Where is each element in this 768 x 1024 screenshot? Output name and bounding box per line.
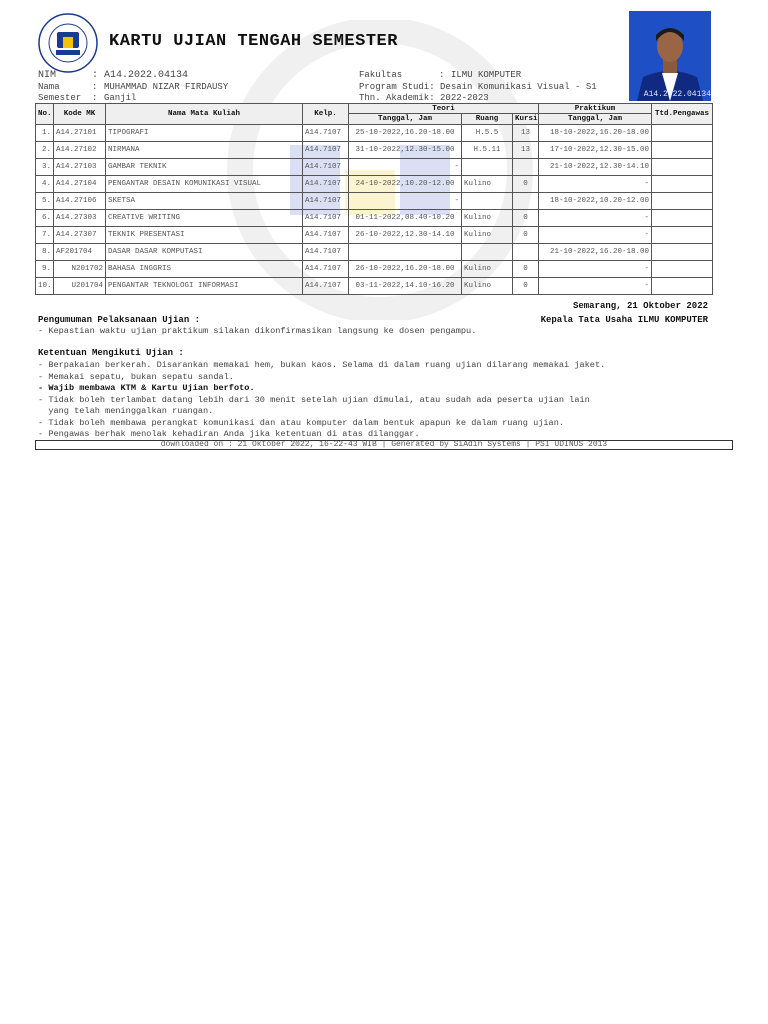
cell-nama: PENGANTAR DESAIN KOMUNIKASI VISUAL [106,176,303,193]
table-row [36,176,713,193]
announcement-line: - Kepastian waktu ujian praktikum silakan dikonfirmasikan langsung ke dosen pengampu. [38,326,477,336]
cell-ruang: Kulino [462,278,513,295]
table-row [36,193,713,210]
rules-title: Ketentuan Mengikuti Ujian : [38,348,184,358]
cell-kelp: A14.7107 [303,193,349,210]
cell-nama: NIRMANA [106,142,303,159]
cell-kelp: A14.7107 [303,261,349,278]
nama-sep: : [92,82,98,92]
prodi-row [359,82,597,92]
rule-item-continuation: yang telah meninggalkan ruangan. [38,406,214,416]
cell-kelp: A14.7107 [303,176,349,193]
col-teori: Teori [349,104,539,114]
cell-no: 3. [36,159,54,176]
rule-item: - Tidak boleh terlambat datang lebih dari 30 menit setelah ujian dimulai, atau sudah ada peserta ujian lain [38,394,590,405]
cell-teori-tanggal [349,244,462,261]
cell-ttd [652,261,713,278]
cell-kursi [513,193,539,210]
cell-ruang: Kulino [462,227,513,244]
table-row [36,227,713,244]
cell-no: 7. [36,227,54,244]
nama-label: Nama [38,82,60,92]
col-teori-tanggal: Tanggal, Jam [349,114,462,125]
cell-nama: PENGANTAR TEKNOLOGI INFORMASI [106,278,303,295]
table-row [36,125,713,142]
cell-kode: A14.27101 [54,125,106,142]
col-kursi: Kursi [513,114,539,125]
cell-teori-tanggal: 26-10-2022,16.20-18.00 [349,261,462,278]
cell-praktikum: - [539,210,652,227]
cell-teori-tanggal: 03-11-2022,14.10-16.20 [349,278,462,295]
cell-kursi: 13 [513,125,539,142]
fakultas-label: Fakultas [359,70,403,80]
akademik-row [359,93,489,103]
cell-nama: SKETSA [106,193,303,210]
table-row [36,261,713,278]
cell-ruang: Kulino [462,176,513,193]
cell-praktikum: 17-10-2022,12.30-15.00 [539,142,652,159]
fakultas-value: ILMU KOMPUTER [451,70,522,80]
cell-nama: CREATIVE WRITING [106,210,303,227]
cell-ruang: Kulino [462,261,513,278]
cell-ttd [652,125,713,142]
cell-praktikum: 21-10-2022,12.30-14.10 [539,159,652,176]
cell-kode: N201702 [54,261,106,278]
col-nama: Nama Mata Kuliah [106,104,303,125]
table-row [36,142,713,159]
cell-teori-tanggal: - [349,193,462,210]
nim-sep: : [92,70,99,81]
cell-kursi: 0 [513,210,539,227]
prodi-value: Desain Komunikasi Visual - S1 [440,82,597,92]
cell-ttd [652,278,713,295]
cell-kursi: 0 [513,278,539,295]
cell-no: 2. [36,142,54,159]
akademik-label: Thn. Akademik [359,93,430,103]
cell-nama: DASAR DASAR KOMPUTASI [106,244,303,261]
cell-nama: TEKNIK PRESENTASI [106,227,303,244]
rule-item: - Tidak boleh membawa perangkat komunikasi dan atau komputer dalam bentuk apapun ke dalam ruang ujian. [38,417,565,428]
col-kelp: Kelp. [303,104,349,125]
fakultas-sep: : [439,70,445,80]
cell-no: 10. [36,278,54,295]
cell-kelp: A14.7107 [303,227,349,244]
col-kode: Kode MK [54,104,106,125]
akademik-value: 2022-2023 [440,93,489,103]
cell-teori-tanggal: 25-10-2022,16.20-18.00 [349,125,462,142]
rule-item: - Berpakaian berkerah. Disarankan memakai hem, bukan kaos. Selama di dalam ruang ujian dilarang memakai jaket. [38,360,606,370]
cell-ruang [462,244,513,261]
cell-kelp: A14.7107 [303,244,349,261]
announcement-title: Pengumuman Pelaksanaan Ujian : [38,315,201,325]
cell-ttd [652,227,713,244]
cell-kelp: A14.7107 [303,125,349,142]
place-date: Semarang, 21 Oktober 2022 [572,301,708,311]
cell-ruang: H.5.11 [462,142,513,159]
cell-ttd [652,210,713,227]
prodi-sep: : [429,82,435,92]
col-ruang: Ruang [462,114,513,125]
cell-kursi: 0 [513,227,539,244]
cell-ttd [652,193,713,210]
udinus-logo [38,13,98,73]
cell-ruang: H.5.5 [462,125,513,142]
col-praktikum: Praktikum [539,104,652,114]
fakultas-row [359,70,521,80]
cell-ruang: Kulino [462,210,513,227]
cell-teori-tanggal: 01-11-2022,08.40-10.20 [349,210,462,227]
cell-kode: A14.27104 [54,176,106,193]
photo-caption: A14.2022.04134 [643,90,711,99]
semester-label: Semester [38,93,82,103]
cell-kode: AF201704 [54,244,106,261]
download-footer: downloaded on : 21 Oktober 2022, 16-22-43 WIB | Generated by SiAdin Systems | PSI UDINUS 2013 [35,440,733,450]
cell-praktikum: - [539,261,652,278]
cell-nama: TIPOGRAFI [106,125,303,142]
cell-kode: U201704 [54,278,106,295]
student-photo [629,11,711,101]
cell-kode: A14.27103 [54,159,106,176]
semester-row [38,93,136,103]
cell-teori-tanggal: 26-10-2022,12.30-14.10 [349,227,462,244]
cell-no: 5. [36,193,54,210]
portrait-image [629,11,711,101]
page-title: KARTU UJIAN TENGAH SEMESTER [109,32,398,51]
cell-kode: A14.27307 [54,227,106,244]
cell-kursi [513,159,539,176]
cell-nama: GAMBAR TEKNIK [106,159,303,176]
nama-value: MUHAMMAD NIZAR FIRDAUSY [104,82,229,92]
prodi-label: Program Studi [359,82,430,92]
cell-no: 4. [36,176,54,193]
nama-row [38,82,228,92]
cell-praktikum: - [539,278,652,295]
cell-kelp: A14.7107 [303,159,349,176]
cell-kursi: 0 [513,176,539,193]
nim-label: NIM [38,70,57,81]
cell-ttd [652,142,713,159]
table-row [36,244,713,261]
cell-nama: BAHASA INGGRIS [106,261,303,278]
table-row [36,278,713,295]
cell-teori-tanggal: 31-10-2022,12.30-15.00 [349,142,462,159]
cell-kelp: A14.7107 [303,210,349,227]
col-ttd: Ttd.Pengawas [652,104,713,125]
cell-kode: A14.27303 [54,210,106,227]
rule-item-bold: - Wajib membawa KTM & Kartu Ujian berfoto. [38,383,255,393]
col-praktikum-tanggal: Tanggal, Jam [539,114,652,125]
semester-value: Ganjil [104,93,137,103]
cell-no: 6. [36,210,54,227]
akademik-sep: : [429,93,435,103]
cell-praktikum: 18-10-2022,16.20-18.00 [539,125,652,142]
exam-schedule-table [35,103,713,295]
rule-item: - Pengawas berhak menolak kehadiran Anda jika ketentuan di atas dilanggar. [38,429,420,439]
semester-sep: : [92,93,98,103]
cell-praktikum: - [539,176,652,193]
table-row [36,159,713,176]
cell-ttd [652,176,713,193]
cell-kelp: A14.7107 [303,142,349,159]
cell-kode: A14.27106 [54,193,106,210]
cell-teori-tanggal: 24-10-2022,10.20-12.00 [349,176,462,193]
cell-praktikum: - [539,227,652,244]
cell-kode: A14.27102 [54,142,106,159]
cell-ruang [462,159,513,176]
cell-kursi: 0 [513,261,539,278]
rule-item: - Memakai sepatu, bukan sepatu sandal. [38,371,234,382]
nim-row [38,70,188,81]
cell-ruang [462,193,513,210]
cell-ttd [652,159,713,176]
cell-no: 8. [36,244,54,261]
cell-no: 9. [36,261,54,278]
cell-praktikum: 18-10-2022,10.20-12.00 [539,193,652,210]
signer-title: Kepala Tata Usaha ILMU KOMPUTER [540,315,708,325]
table-row [36,210,713,227]
cell-ttd [652,244,713,261]
cell-praktikum: 21-10-2022,16.20-18.00 [539,244,652,261]
col-no: No. [36,104,54,125]
cell-kursi: 13 [513,142,539,159]
nim-value: A14.2022.04134 [104,70,189,81]
cell-kelp: A14.7107 [303,278,349,295]
cell-kursi [513,244,539,261]
cell-teori-tanggal: - [349,159,462,176]
rules-list [38,360,605,441]
cell-no: 1. [36,125,54,142]
